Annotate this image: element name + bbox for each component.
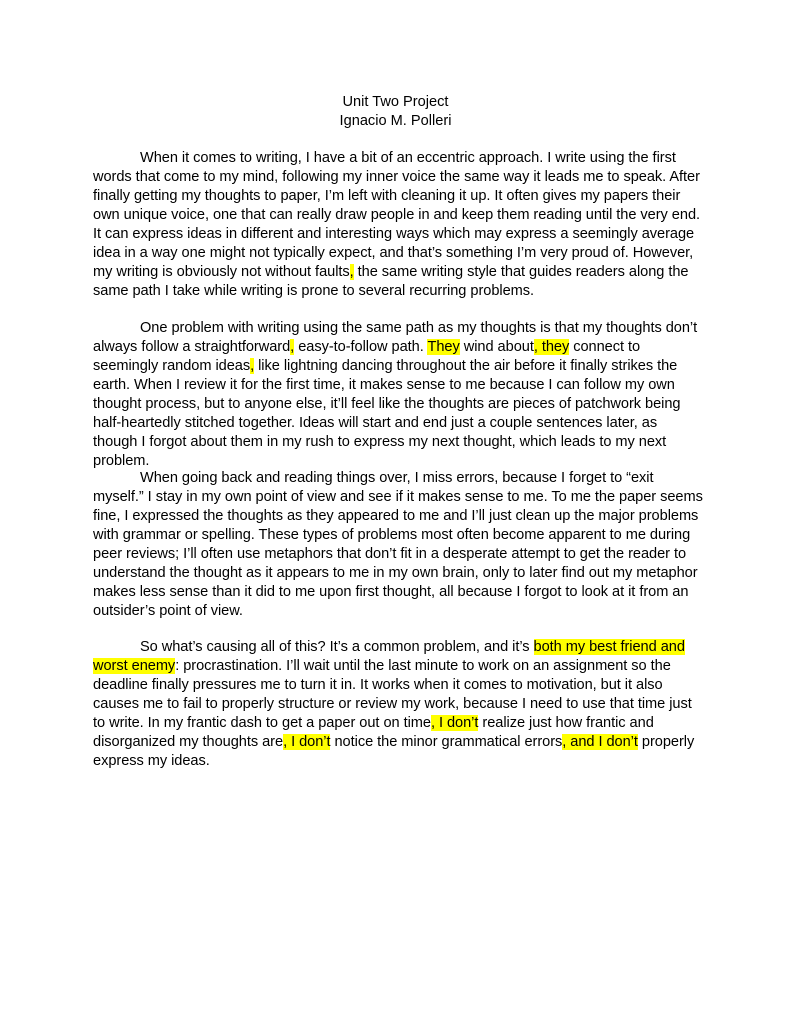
text-segment: like lightning dancing throughout the air before it finally strikes the earth. When I review it for the first time, it makes sense to me because I can follow my own thought process, but to anyone else, it’ll feel like the thoughts are pieces of patchwork being half-heartedly stitched together. Ideas will start and end just a couple sentences later, as though I forgot about them in my rush to express my next thought, which leads to my next problem. <box>93 358 681 469</box>
highlighted-text: , <box>290 339 295 355</box>
paragraph-3 <box>93 469 705 621</box>
text-segment: When going back and reading things over, I miss errors, because I forget to “exit myself.” I stay in my own point of view and see if it makes sense to me. To me the paper seems fine, I expressed the thoughts as they appeared to me and I’ll just clean up the major problems with grammar or spelling. These types of problems most often become apparent to me during peer reviews; I’ll often use metaphors that don’t fit in a desperate attempt to get the reader to understand the thought as it appears to me in my own brain, only to later find out my metaphor makes less sense than it did to me upon first thought, all because I forgot to look at it from an outsider’s point of view. <box>93 470 703 619</box>
text-segment: the same writing style that guides readers along the same path I take while writing is prone to several recurring problems. <box>93 264 689 299</box>
text-segment: wind about <box>459 339 534 355</box>
paragraph-4 <box>93 638 705 771</box>
highlighted-text: , <box>349 264 354 280</box>
paragraph-1 <box>93 149 705 301</box>
text-segment: One problem with writing using the same path as my thoughts is that my thoughts don’t always follow a straightforward <box>93 320 698 355</box>
highlighted-text: both my best friend and worst enemy <box>93 639 685 674</box>
highlighted-text: , <box>250 358 255 374</box>
title-block <box>0 93 791 131</box>
text-segment: easy-to-follow path. <box>294 339 428 355</box>
highlighted-text: , I don’t <box>283 734 331 750</box>
text-segment: : procrastination. I’ll wait until the last minute to work on an assignment so the deadline finally pressures me to turn it in. It works when it comes to motivation, but it also causes me to fail to properly structure or review my work, because I need to use that time just to write. In my frantic dash to get a paper out on time <box>93 658 692 731</box>
text-segment: realize just how frantic and disorganized my thoughts are <box>93 715 654 750</box>
text-segment: properly express my ideas. <box>93 734 695 769</box>
document-author: Ignacio M. Polleri <box>339 113 452 129</box>
paragraph-2 <box>93 319 705 471</box>
text-segment: connect to seemingly random ideas <box>93 339 641 374</box>
highlighted-text: They <box>427 339 460 355</box>
highlighted-text: , they <box>533 339 570 355</box>
document-title: Unit Two Project <box>342 94 449 110</box>
text-segment: When it comes to writing, I have a bit of an eccentric approach. I write using the first words that come to my mind, following my inner voice the same way it leads me to speak. After finally getting my thoughts to paper, I’m left with cleaning it up. It often gives my papers their own unique voice, one that can really draw people in and keep them reading until the very end. It can express ideas in different and interesting ways which may express a seemingly average idea in a way one might not typically expect, and that’s something I’m very proud of. However, my writing is obviously not without faults <box>93 150 701 280</box>
highlighted-text: , I don’t <box>430 715 479 731</box>
text-segment: So what’s causing all of this? It’s a common problem, and it’s <box>140 639 534 655</box>
highlighted-text: , and I don’t <box>562 734 638 750</box>
text-segment: notice the minor grammatical errors <box>330 734 563 750</box>
